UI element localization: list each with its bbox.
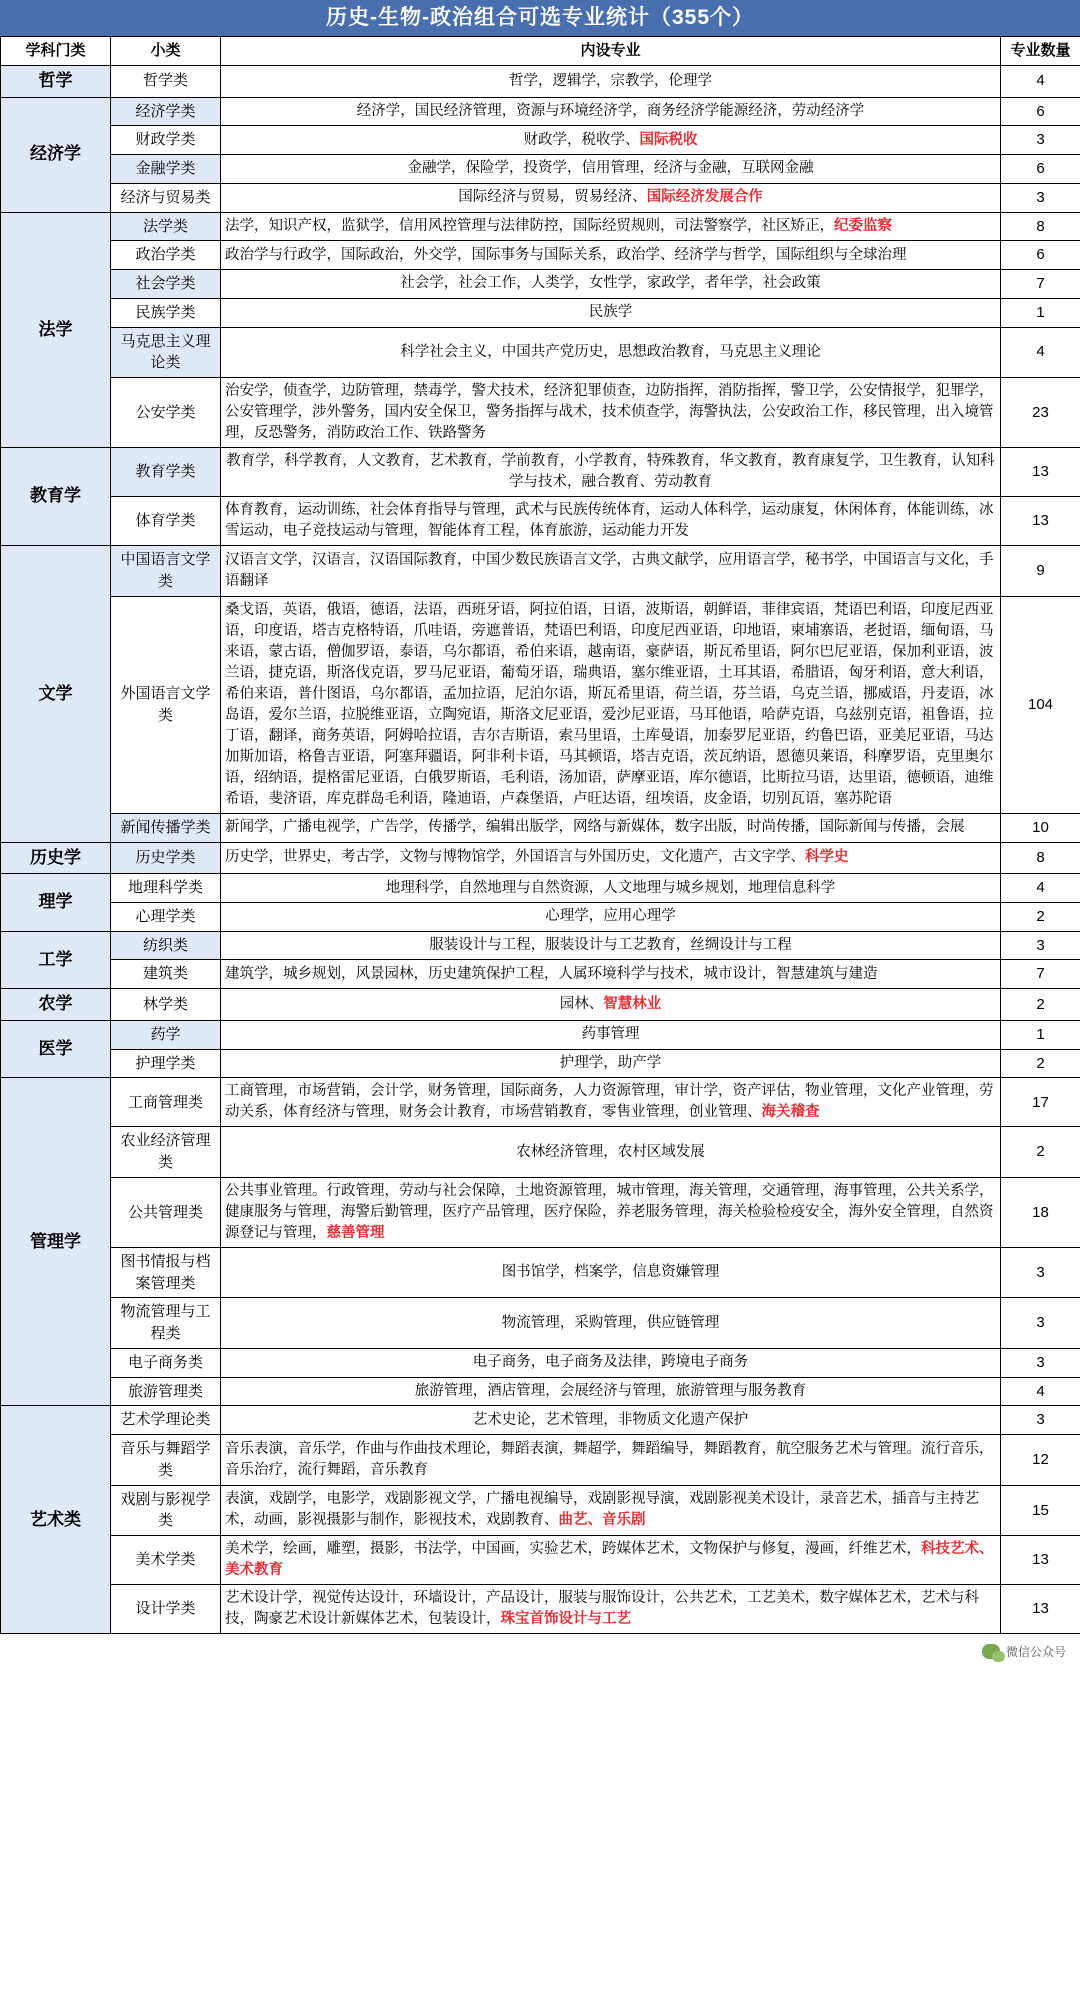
- subcategory-cell: 金融学类: [111, 155, 221, 184]
- majors-cell: [221, 931, 1001, 960]
- major-text: 服装设计与工程，服装设计与工艺教育，丝绸设计与工程: [429, 937, 792, 954]
- count-cell: 2: [1001, 902, 1080, 931]
- majors-cell: [221, 989, 1001, 1021]
- highlighted-major: 纪委监察: [834, 217, 892, 234]
- major-text: 新闻学，广播电视学，广告学，传播学，编辑出版学，网络与新媒体，数字出版，时尚传播，国际新闻与传播，会展: [225, 819, 965, 836]
- count-cell: 9: [1001, 546, 1080, 597]
- field-category-cell: 法学: [1, 212, 111, 448]
- count-cell: 3: [1001, 1247, 1080, 1298]
- count-cell: 10: [1001, 813, 1080, 842]
- subcategory-cell: 物流管理与工程类: [111, 1298, 221, 1349]
- table-row: [1, 902, 1080, 931]
- table-row: [1, 378, 1080, 448]
- subcategory-cell: 纺织类: [111, 931, 221, 960]
- majors-cell: [221, 1435, 1001, 1486]
- majors-cell: [221, 497, 1001, 546]
- major-text: 电子商务，电子商务及法律，跨境电子商务: [472, 1354, 749, 1371]
- subcategory-cell: 社会学类: [111, 270, 221, 299]
- table-row: [1, 126, 1080, 155]
- subcategory-cell: 公安学类: [111, 378, 221, 448]
- majors-cell: [221, 1247, 1001, 1298]
- count-cell: 4: [1001, 874, 1080, 903]
- table-row: [1, 989, 1080, 1021]
- major-text: 桑戈语，英语，俄语，德语，法语，西班牙语，阿拉伯语，日语，波斯语，朝鲜语，菲律宾语，梵语巴利语，印度尼西亚语，印度语，塔吉克格特语，爪哇语，旁遮普语，梵语巴利语，印度尼西亚语，印地语，柬埔寨语，老挝语，缅甸语，马来语，蒙古语，僧伽罗语，泰语，乌尔都语，希伯来语，越南语，豪萨语，斯瓦希里语，阿尔巴尼亚语，保加利亚语，波兰语，捷克语，斯洛伐克语，罗马尼亚语，葡萄牙语，瑞典语，塞尔维亚语，土耳其语，希腊语，匈牙利语，意大利语，希伯来语，普什图语，乌尔都语，孟加拉语，尼泊尔语，斯瓦希里语，荷兰语，芬兰语，乌克兰语，挪威语，丹麦语，冰岛语，爱尔兰语，拉脱维亚语，立陶宛语，斯洛文尼亚语，爱沙尼亚语，马耳他语，哈萨克语，乌兹别克语，祖鲁语，拉丁语，翻译，商务英语，阿姆哈拉语，吉尔吉斯语，索马里语，土库曼语，加泰罗尼亚语，约鲁巴语，亚美尼亚语，马达加斯加语，格鲁吉亚语，阿塞拜疆语，阿非利卡语，马其顿语，塔吉克语，茨瓦纳语，恩德贝莱语，科摩罗语，克里奥尔语，绍纳语，提格雷尼亚语，白俄罗斯语，毛利语，汤加语，萨摩亚语，库尔德语，比斯拉马语，达里语，德顿语，迪维希语，斐济语，库克群岛毛利语，隆迪语，卢森堡语，卢旺达语，纽埃语，皮金语，切别瓦语，塞苏陀语: [225, 601, 994, 807]
- subcategory-cell: 历史学类: [111, 842, 221, 874]
- field-category-cell: 医学: [1, 1020, 111, 1078]
- major-text: 美术学，绘画，雕塑，摄影，书法学，中国画，实验艺术，跨媒体艺术，文物保护与修复，漫画，纤维艺术，: [225, 1541, 921, 1558]
- subcategory-cell: 外国语言文学类: [111, 596, 221, 813]
- count-cell: 13: [1001, 448, 1080, 497]
- major-text: 国际经济与贸易，贸易经济、: [458, 189, 647, 206]
- subcategory-cell: 农业经济管理类: [111, 1127, 221, 1178]
- table-row: [1, 298, 1080, 327]
- count-cell: 15: [1001, 1485, 1080, 1536]
- subcategory-cell: 旅游管理类: [111, 1377, 221, 1406]
- table-row: [1, 1177, 1080, 1247]
- footer: [0, 1634, 1080, 1668]
- majors-cell: [221, 596, 1001, 813]
- subcategory-cell: 工商管理类: [111, 1078, 221, 1127]
- field-category-cell: 管理学: [1, 1078, 111, 1406]
- table-row: [1, 241, 1080, 270]
- table-row: [1, 1406, 1080, 1435]
- major-text: 法学，知识产权，监狱学，信用风控管理与法律防控，国际经贸规则，司法警察学，社区矫正，: [225, 217, 834, 234]
- table-row: [1, 1348, 1080, 1377]
- field-category-cell: 理学: [1, 874, 111, 932]
- major-text: 财政学，税收学、: [523, 131, 640, 148]
- count-cell: 3: [1001, 1406, 1080, 1435]
- majors-cell: [221, 126, 1001, 155]
- subcategory-cell: 新闻传播学类: [111, 813, 221, 842]
- count-cell: 13: [1001, 1536, 1080, 1585]
- majors-cell: [221, 1536, 1001, 1585]
- count-cell: 13: [1001, 1585, 1080, 1634]
- header-count: 专业数量: [1001, 37, 1080, 66]
- highlighted-major: 科学史: [805, 849, 849, 866]
- count-cell: 4: [1001, 65, 1080, 97]
- majors-cell: [221, 1485, 1001, 1536]
- count-cell: 12: [1001, 1435, 1080, 1486]
- major-text: 经济学，国民经济管理，资源与环境经济学，商务经济学能源经济，劳动经济学: [356, 102, 865, 119]
- major-text: 体育教育，运动训练，社会体育指导与管理，武术与民族传统体育，运动人体科学，运动康复，休闲体育，体能训练，冰雪运动，电子竞技运动与管理，智能体育工程，体育旅游，运动能力开发: [225, 502, 994, 540]
- count-cell: 104: [1001, 596, 1080, 813]
- field-category-cell: 教育学: [1, 448, 111, 546]
- subcategory-cell: 马克思主义理论类: [111, 327, 221, 378]
- major-text: 哲学，逻辑学，宗教学，伦理学: [509, 72, 712, 89]
- highlighted-major: 国际税收: [639, 131, 698, 148]
- subcategory-cell: 经济与贸易类: [111, 183, 221, 212]
- highlighted-major: 慈善管理: [326, 1224, 385, 1241]
- field-category-cell: 文学: [1, 546, 111, 842]
- field-category-cell: 艺术类: [1, 1406, 111, 1634]
- count-cell: 6: [1001, 155, 1080, 184]
- highlighted-major: 智慧林业: [603, 996, 662, 1013]
- table-row: [1, 1049, 1080, 1078]
- count-cell: 6: [1001, 97, 1080, 126]
- subcategory-cell: 地理科学类: [111, 874, 221, 903]
- field-category-cell: 历史学: [1, 842, 111, 874]
- major-text: 音乐表演，音乐学，作曲与作曲技术理论，舞蹈表演，舞超学，舞蹈编导，舞蹈教育，航空服务艺术与管理。流行音乐，音乐治疗，流行舞蹈，音乐教育: [225, 1440, 994, 1478]
- count-cell: 7: [1001, 960, 1080, 989]
- majors-cell: [221, 97, 1001, 126]
- majors-cell: [221, 1585, 1001, 1634]
- count-cell: 6: [1001, 241, 1080, 270]
- subcategory-cell: 体育学类: [111, 497, 221, 546]
- majors-cell: [221, 842, 1001, 874]
- majors-cell: [221, 1406, 1001, 1435]
- table-row: [1, 1485, 1080, 1536]
- major-text: 工商管理，市场营销，会计学，财务管理，国际商务，人力资源管理，审计学，资产评估，物业管理，文化产业管理，劳动关系，体育经济与管理，财务会计教育，市场营销教育，零售业管理，创业管理、: [225, 1083, 994, 1121]
- count-cell: 2: [1001, 989, 1080, 1021]
- subcategory-cell: 音乐与舞蹈学类: [111, 1435, 221, 1486]
- majors-cell: [221, 1298, 1001, 1349]
- count-cell: 8: [1001, 212, 1080, 241]
- majors-cell: [221, 1078, 1001, 1127]
- count-cell: 23: [1001, 378, 1080, 448]
- majors-cell: [221, 546, 1001, 597]
- major-text: 汉语言文学，汉语言，汉语国际教育，中国少数民族语言文学，古典文献学，应用语言学，秘书学，中国语言与文化，手语翻译: [225, 551, 994, 589]
- count-cell: 3: [1001, 931, 1080, 960]
- major-text: 心理学，应用心理学: [545, 908, 676, 925]
- table-row: [1, 183, 1080, 212]
- table-row: [1, 155, 1080, 184]
- major-text: 地理科学，自然地理与自然资源，人文地理与城乡规划，地理信息科学: [385, 879, 836, 896]
- major-text: 物流管理，采购管理，供应链管理: [501, 1314, 720, 1331]
- count-cell: 13: [1001, 497, 1080, 546]
- subcategory-cell: 图书情报与档案管理类: [111, 1247, 221, 1298]
- major-text: 园林、: [559, 996, 604, 1013]
- majors-cell: [221, 183, 1001, 212]
- count-cell: 2: [1001, 1127, 1080, 1178]
- table-row: [1, 1020, 1080, 1049]
- table-row: [1, 327, 1080, 378]
- subcategory-cell: 经济学类: [111, 97, 221, 126]
- majors-cell: [221, 448, 1001, 497]
- majors-cell: [221, 1127, 1001, 1178]
- subcategory-cell: 美术学类: [111, 1536, 221, 1585]
- table-row: [1, 813, 1080, 842]
- subcategory-cell: 民族学类: [111, 298, 221, 327]
- count-cell: 4: [1001, 327, 1080, 378]
- table-row: [1, 546, 1080, 597]
- table-row: [1, 1298, 1080, 1349]
- subcategory-cell: 建筑类: [111, 960, 221, 989]
- count-cell: 1: [1001, 1020, 1080, 1049]
- highlighted-major: 科技艺术、美术教育: [225, 1541, 994, 1579]
- table-row: [1, 1585, 1080, 1634]
- majors-cell: [221, 902, 1001, 931]
- count-cell: 3: [1001, 126, 1080, 155]
- header-field: 学科门类: [1, 37, 111, 66]
- major-text: 护理学，助产学: [559, 1054, 662, 1071]
- majors-cell: [221, 378, 1001, 448]
- count-cell: 4: [1001, 1377, 1080, 1406]
- subcategory-cell: 公共管理类: [111, 1177, 221, 1247]
- major-text: 社会学，社会工作，人类学，女性学，家政学，者年学，社会政策: [400, 275, 821, 292]
- subcategory-cell: 艺术学理论类: [111, 1406, 221, 1435]
- major-text: 图书馆学，档案学，信息资嫌管理: [501, 1264, 720, 1281]
- count-cell: 3: [1001, 1348, 1080, 1377]
- footer-text: 微信公众号: [1005, 1644, 1066, 1659]
- highlighted-major: 珠宝首饰设计与工艺: [500, 1611, 631, 1628]
- field-category-cell: 工学: [1, 931, 111, 989]
- major-text: 公共事业管理。行政管理，劳动与社会保障，土地资源管理，城市管理，海关管理，交通管理，海事管理，公共关系学，健康服务与管理，海警后勤管理，医疗产品管理，医疗保险，养老服务管理，海关检验检疫安全，海外安全管理，自然资源登记与管理，: [225, 1182, 994, 1241]
- majors-cell: [221, 1348, 1001, 1377]
- table-row: [1, 270, 1080, 299]
- subcategory-cell: 戏剧与影视学类: [111, 1485, 221, 1536]
- major-text: 表演，戏剧学，电影学，戏剧影视文学，广播电视编导，戏剧影视导演，戏剧影视美术设计，录音艺术，插音与主持艺术，动画，影视摄影与制作，影视技术，戏剧教育、: [225, 1491, 979, 1529]
- header-subcategory: 小类: [111, 37, 221, 66]
- table-row: [1, 65, 1080, 97]
- table-row: [1, 931, 1080, 960]
- majors-cell: [221, 1020, 1001, 1049]
- highlighted-major: 曲艺、音乐剧: [558, 1512, 646, 1529]
- count-cell: 3: [1001, 183, 1080, 212]
- table-row: [1, 1536, 1080, 1585]
- field-category-cell: 经济学: [1, 97, 111, 212]
- table-row: [1, 1377, 1080, 1406]
- major-text: 建筑学，城乡规划，风景园林，历史建筑保护工程，人属环境科学与技术，城市设计，智慧建筑与建造: [225, 965, 878, 982]
- table-row: [1, 842, 1080, 874]
- subcategory-cell: 电子商务类: [111, 1348, 221, 1377]
- subcategory-cell: 哲学类: [111, 65, 221, 97]
- major-text: 农林经济管理，农村区域发展: [516, 1143, 705, 1160]
- field-category-cell: 农学: [1, 989, 111, 1021]
- majors-cell: [221, 327, 1001, 378]
- table-row: [1, 97, 1080, 126]
- majors-cell: [221, 1177, 1001, 1247]
- major-text: 药事管理: [581, 1026, 640, 1043]
- table-row: [1, 960, 1080, 989]
- table-row: [1, 448, 1080, 497]
- major-text: 艺术设计学，视觉传达设计，环墙设计，产品设计，服装与服饰设计，公共艺术，工艺美术，数字媒体艺术，艺术与科技，陶豪艺术设计新媒体艺术，包装设计，: [225, 1590, 979, 1628]
- major-text: 治安学，侦查学，边防管理，禁毒学，警犬技术，经济犯罪侦查，边防指挥，消防指挥，警卫学，公安情报学，犯罪学，公安管理学，涉外警务，国内安全保卫，警务指挥与战术，技术侦查学，海警执法，公安政治工作，移民管理，出入境管理，反恐警务，消防政治工作、铁路警务: [225, 383, 994, 442]
- majors-cell: [221, 298, 1001, 327]
- subcategory-cell: 财政学类: [111, 126, 221, 155]
- majors-cell: [221, 874, 1001, 903]
- table-row: [1, 874, 1080, 903]
- table-row: [1, 1435, 1080, 1486]
- count-cell: 17: [1001, 1078, 1080, 1127]
- count-cell: 18: [1001, 1177, 1080, 1247]
- header-majors: 内设专业: [221, 37, 1001, 66]
- highlighted-major: 国际经济发展合作: [646, 189, 763, 206]
- table-row: [1, 1078, 1080, 1127]
- majors-cell: [221, 155, 1001, 184]
- table-row: [1, 1247, 1080, 1298]
- majors-cell: [221, 1049, 1001, 1078]
- majors-cell: [221, 212, 1001, 241]
- major-text: 旅游管理，酒店管理，会展经济与管理，旅游管理与服务教育: [414, 1383, 807, 1400]
- count-cell: 8: [1001, 842, 1080, 874]
- major-text: 教育学，科学教育，人文教育，艺术教育，学前教育，小学教育，特殊教育，华文教育，教育康复学，卫生教育，认知科学与技术，融合教育、劳动教育: [226, 453, 995, 491]
- field-category-cell: 哲学: [1, 65, 111, 97]
- table-row: [1, 596, 1080, 813]
- count-cell: 3: [1001, 1298, 1080, 1349]
- subcategory-cell: 政治学类: [111, 241, 221, 270]
- majors-cell: [221, 1377, 1001, 1406]
- major-text: 金融学，保险学，投资学，信用管理，经济与金融，互联网金融: [407, 160, 814, 177]
- subcategory-cell: 教育学类: [111, 448, 221, 497]
- page-title: 历史-生物-政治组合可选专业统计（355个）: [0, 0, 1080, 36]
- majors-cell: [221, 65, 1001, 97]
- count-cell: 7: [1001, 270, 1080, 299]
- majors-cell: [221, 270, 1001, 299]
- major-text: 民族学: [588, 304, 633, 321]
- major-text: 科学社会主义，中国共产党历史，思想政治教育，马克思主义理论: [400, 343, 821, 360]
- major-text: 艺术史论，艺术管理，非物质文化遗产保护: [472, 1411, 749, 1428]
- count-cell: 1: [1001, 298, 1080, 327]
- wechat-icon: [982, 1644, 1000, 1659]
- subcategory-cell: 药学: [111, 1020, 221, 1049]
- subcategory-cell: 林学类: [111, 989, 221, 1021]
- subcategory-cell: 心理学类: [111, 902, 221, 931]
- majors-cell: [221, 241, 1001, 270]
- subcategory-cell: 设计学类: [111, 1585, 221, 1634]
- majors-cell: [221, 960, 1001, 989]
- subcategory-cell: 法学类: [111, 212, 221, 241]
- table-row: [1, 212, 1080, 241]
- table-row: [1, 497, 1080, 546]
- subcategory-cell: 护理学类: [111, 1049, 221, 1078]
- table-header-row: [1, 37, 1080, 66]
- major-text: 历史学，世界史，考古学，文物与博物馆学，外国语言与外国历史，文化遗产，古文字学、: [225, 849, 805, 866]
- majors-table: [0, 36, 1080, 1634]
- highlighted-major: 海关稽查: [761, 1104, 820, 1121]
- major-text: 政治学与行政学，国际政治，外交学，国际事务与国际关系，政治学、经济学与哲学，国际组织与全球治理: [225, 246, 907, 263]
- subcategory-cell: 中国语言文学类: [111, 546, 221, 597]
- table-row: [1, 1127, 1080, 1178]
- count-cell: 2: [1001, 1049, 1080, 1078]
- majors-cell: [221, 813, 1001, 842]
